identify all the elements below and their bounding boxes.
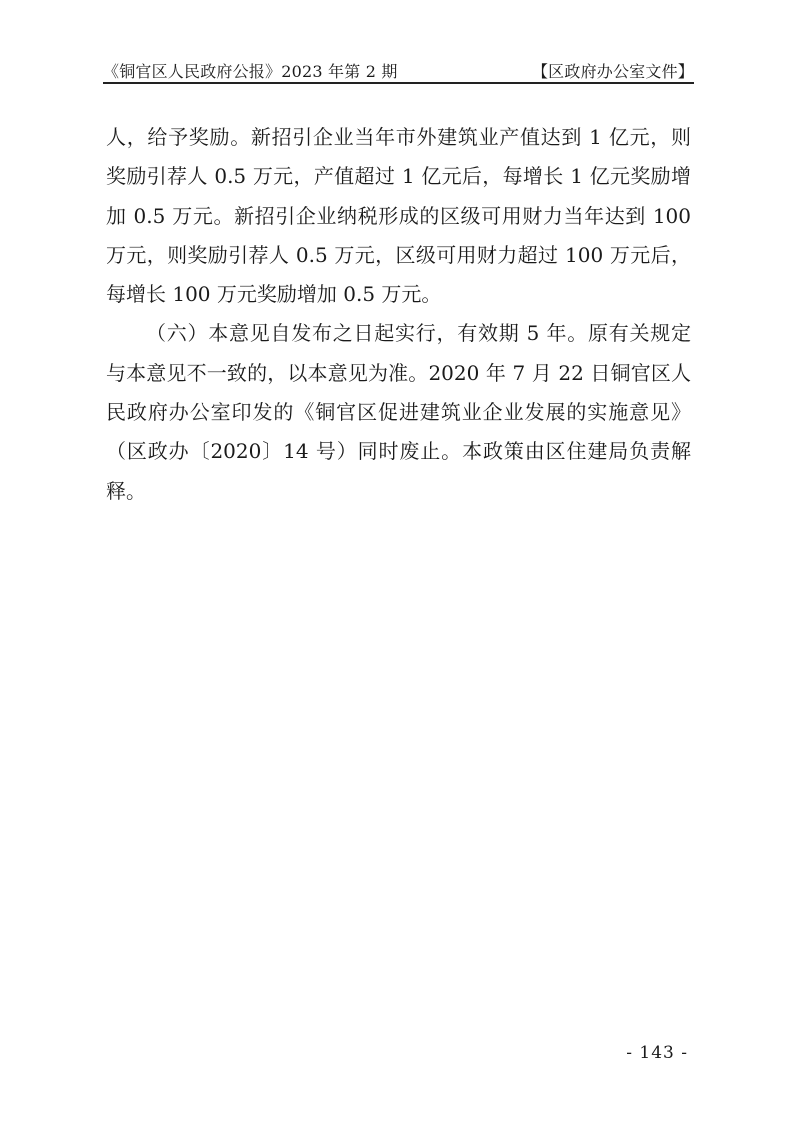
header-divider: [103, 82, 694, 84]
document-body: [106, 118, 691, 511]
header-section-label: 【区政府办公室文件】: [531, 62, 694, 81]
paragraph-continuation: 人，给予奖励。新招引企业当年市外建筑业产值达到 1 亿元，则奖励引荐人 0.5 万元，产值超过 1 亿元后，每增长 1 亿元奖励增加 0.5 万元。新招引企业纳税形成的区级可用财力当年达到 100 万元，则奖励引荐人 0.5 万元，区级可用财力超过 100 万元后，每增长 100 万元奖励增加 0.5 万元。: [106, 125, 691, 307]
page-number: - 143 -: [626, 1043, 688, 1063]
paragraph-item-six: （六）本意见自发布之日起实行，有效期 5 年。原有关规定与本意见不一致的，以本意见为准。2020 年 7 月 22 日铜官区人民政府办公室印发的《铜官区促进建筑业企业发展的实施意见》（区政办〔2020〕14 号）同时废止。本政策由区住建局负责解释。: [106, 321, 691, 503]
header-publication-title: 《铜官区人民政府公报》2023 年第 2 期: [103, 62, 398, 81]
running-header: [103, 52, 694, 82]
